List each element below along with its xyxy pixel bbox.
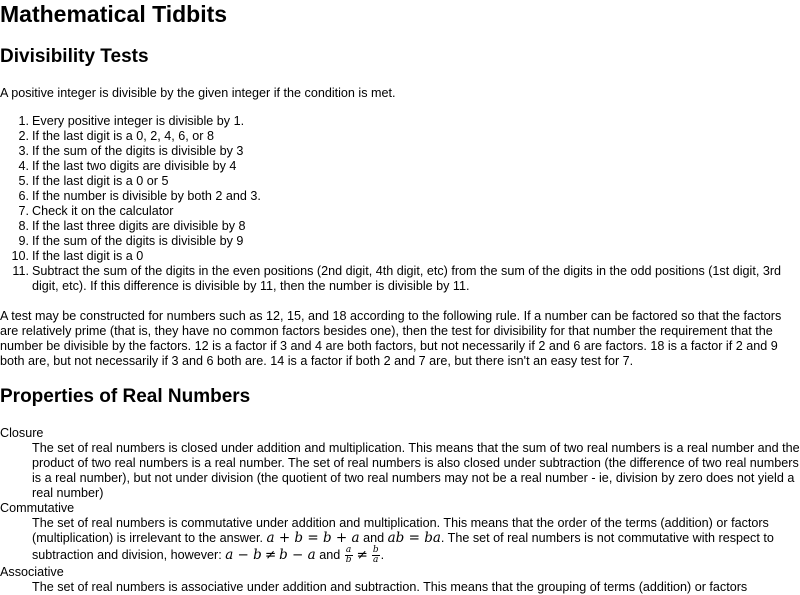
- list-text: If the last three digits are divisible by 8: [32, 219, 246, 233]
- eq1-rhs: b + a: [322, 530, 360, 546]
- divisibility-test-item: [0, 174, 798, 189]
- list-number: 3.: [18, 144, 29, 158]
- equation-mult-commutative: ab = ba: [387, 530, 441, 546]
- commutative-text-a: The set of real numbers is commutative under addition and multiplication. This means that the order of the terms (addition) or factors (multiplication) is irrelevant to the answer.: [32, 516, 769, 545]
- list-number: 6.: [18, 189, 29, 203]
- divisibility-test-item: [0, 189, 798, 204]
- page-title: Mathematical Tidbits: [0, 1, 228, 27]
- divisibility-tests-list: [0, 114, 800, 294]
- eq1-lhs: a + b: [266, 530, 304, 546]
- list-text: If the number is divisible by both 2 and 3.: [32, 189, 261, 203]
- divisibility-test-item: [0, 264, 798, 294]
- closure-definition: The set of real numbers is closed under addition and multiplication. This means that the sum of two real numbers is a real number and the product of two real numbers is a real number. The set of real numbers is also closed under subtraction (the difference of two real numbers is a real number), but not under division (the quotient of two real numbers may not be a real number - ie, division by zero does not yield a real number): [32, 441, 800, 500]
- divisibility-test-item: [0, 204, 798, 219]
- divisibility-heading: Divisibility Tests: [0, 46, 149, 67]
- and-text-2: and: [315, 548, 344, 562]
- eq2-rhs: ba: [424, 530, 441, 546]
- list-number: 4.: [18, 159, 29, 173]
- list-text: Subtract the sum of the digits in the even positions (2nd digit, 4th digit, etc) from the sum of the digits in the odd positions (1st digit, 3rd digit, etc). If this difference is divisible by 11, then the number is divisible by 11.: [32, 264, 782, 293]
- divisibility-test-item: [0, 114, 798, 129]
- list-number: 10.: [11, 249, 29, 263]
- divisibility-test-item: [0, 249, 798, 264]
- inequation-division: $\frac{a}{b}$ ≠ $\frac{b}{a}$: [345, 545, 379, 565]
- equation-add-commutative: a + b = b + a: [266, 530, 360, 546]
- list-text: If the last digit is a 0: [32, 249, 144, 263]
- properties-list: [0, 426, 800, 595]
- list-text: Check it on the calculator: [32, 204, 174, 218]
- list-number: 7.: [18, 204, 29, 218]
- divisibility-test-item: [0, 129, 798, 144]
- closure-term: Closure: [0, 426, 44, 440]
- list-number: 9.: [18, 234, 29, 248]
- commutative-term: Commutative: [0, 501, 75, 515]
- list-number: 1.: [18, 114, 29, 128]
- list-text: If the last digit is a 0, 2, 4, 6, or 8: [32, 129, 215, 143]
- commutative-definition: [32, 516, 800, 565]
- list-number: 11.: [12, 264, 29, 278]
- list-number: 5.: [18, 174, 29, 188]
- commutative-text-b: . The set of real numbers is not commutative with respect to subtraction and division, however:: [32, 531, 774, 562]
- inequation-subtraction: a − b ≠ b − a: [225, 547, 316, 563]
- divisibility-rule-paragraph: A test may be constructed for numbers such as 12, 15, and 18 according to the following rule. If a number can be factored so that the factors are relatively prime (that is, they have no common factors besides one), then the test for divisibility for that number the requirement that the number be divisible by the factors. 12 is a factor if 3 and 4 are both factors, but not necessarily if 2 and 6 are factors. 18 is a factor if 2 and 9 both are, but not necessarily if 3 and 6 both are. 14 is a factor if both 2 and 7 are, but there isn't an easy test for 7.: [0, 309, 782, 368]
- fraction-a-over-b: $\frac{a}{b}$: [345, 545, 352, 565]
- list-text: If the last digit is a 0 or 5: [32, 174, 169, 188]
- fraction-b-over-a: $\frac{b}{a}$: [372, 545, 379, 565]
- neq1-lhs: a − b: [225, 547, 262, 563]
- list-text: If the sum of the digits is divisible by 3: [32, 144, 244, 158]
- list-number: 2.: [18, 129, 29, 143]
- eq2-lhs: ab: [387, 530, 405, 546]
- divisibility-test-item: [0, 144, 798, 159]
- list-text: If the sum of the digits is divisible by 9: [32, 234, 244, 248]
- associative-term: Associative: [0, 565, 64, 579]
- divisibility-test-item: [0, 219, 798, 234]
- and-text-1: and: [359, 531, 388, 545]
- divisibility-test-item: [0, 234, 798, 249]
- properties-heading: Properties of Real Numbers: [0, 386, 251, 407]
- divisibility-test-item: [0, 159, 798, 174]
- associative-definition: The set of real numbers is associative under addition and subtraction. This means that the grouping of terms (addition) or factors: [32, 580, 748, 594]
- neq1-rhs: b − a: [279, 547, 316, 563]
- commutative-end: .: [380, 548, 385, 562]
- divisibility-intro: A positive integer is divisible by the given integer if the condition is met.: [0, 86, 396, 100]
- list-text: If the last two digits are divisible by 4: [32, 159, 237, 173]
- list-number: 8.: [18, 219, 29, 233]
- list-text: Every positive integer is divisible by 1.: [32, 114, 245, 128]
